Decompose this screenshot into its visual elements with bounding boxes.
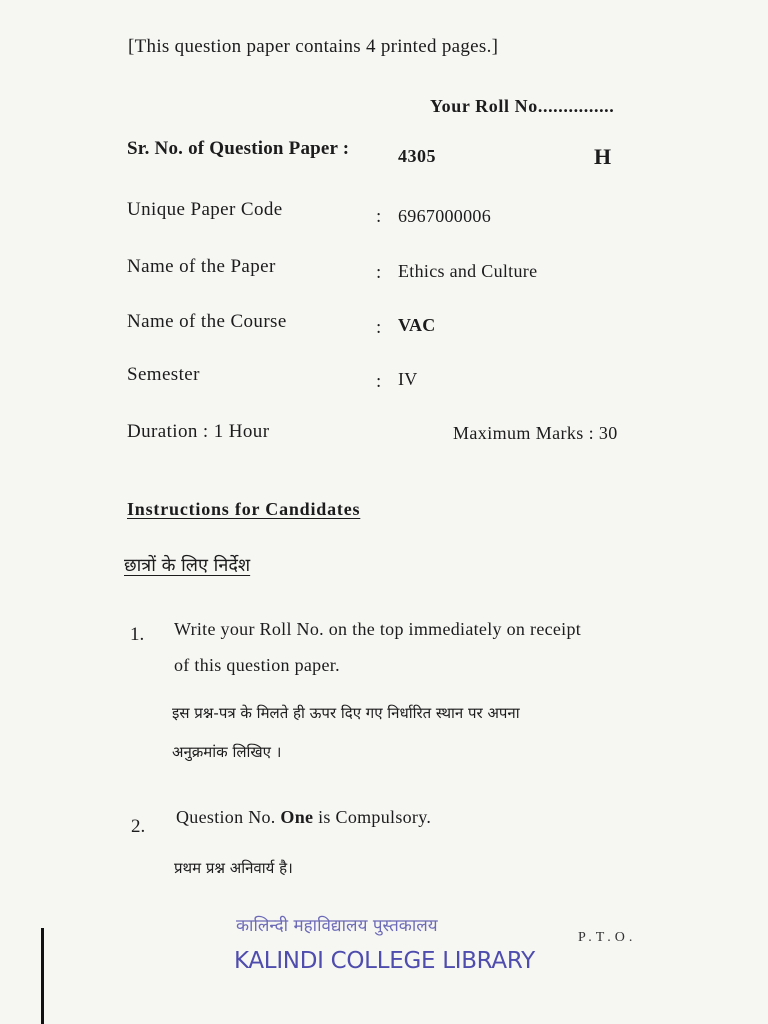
paper-code-colon: :	[376, 206, 382, 227]
page-count-note: [This question paper contains 4 printed pages.]	[128, 36, 499, 57]
sr-no-label: Sr. No. of Question Paper :	[127, 138, 350, 159]
roll-number-field: Your Roll No...............	[430, 96, 615, 116]
course-name-value: VAC	[398, 315, 436, 335]
instruction-2-text-bold: One	[280, 807, 314, 827]
paper-name-value: Ethics and Culture	[398, 261, 538, 281]
paper-name-label: Name of the Paper	[127, 256, 276, 277]
paper-name-colon: :	[376, 262, 382, 283]
duration: Duration : 1 Hour	[127, 421, 270, 442]
semester-label: Semester	[127, 364, 200, 385]
pto-mark: P.T.O.	[578, 930, 637, 945]
sr-no-value: 4305	[398, 146, 436, 166]
paper-code-value: 6967000006	[398, 206, 491, 226]
instruction-2-text	[176, 807, 431, 828]
instruction-1-hindi-line2: अनुक्रमांक लिखिए ।	[172, 743, 282, 761]
instruction-2-text-after: is Compulsory.	[313, 807, 432, 827]
paper-code-label: Unique Paper Code	[127, 199, 283, 220]
set-letter: H	[594, 144, 612, 169]
semester-value: IV	[398, 369, 418, 389]
instruction-1-text-line2: of this question paper.	[174, 655, 340, 675]
instructions-heading: Instructions for Candidates	[127, 499, 361, 519]
instructions-heading-hindi: छात्रों के लिए निर्देश	[124, 555, 251, 576]
library-stamp-hindi: कालिन्दी महाविद्यालय पुस्तकालय	[236, 916, 438, 936]
library-stamp-english: KALINDI COLLEGE LIBRARY	[234, 948, 535, 974]
page-edge-shadow	[41, 928, 44, 1024]
course-name-label: Name of the Course	[127, 311, 287, 332]
instruction-1-number: 1.	[130, 624, 145, 645]
instruction-2-number: 2.	[131, 816, 146, 837]
course-name-colon: :	[376, 317, 382, 338]
maximum-marks: Maximum Marks : 30	[453, 423, 618, 443]
semester-colon: :	[376, 371, 382, 392]
instruction-2-text-before: Question No.	[176, 807, 281, 827]
instruction-1-text-line1: Write your Roll No. on the top immediately on receipt	[174, 619, 582, 639]
instruction-1-hindi-line1: इस प्रश्न-पत्र के मिलते ही ऊपर दिए गए निर्धारित स्थान पर अपना	[172, 704, 520, 722]
instruction-2-hindi-line1: प्रथम प्रश्न अनिवार्य है।	[174, 859, 293, 877]
